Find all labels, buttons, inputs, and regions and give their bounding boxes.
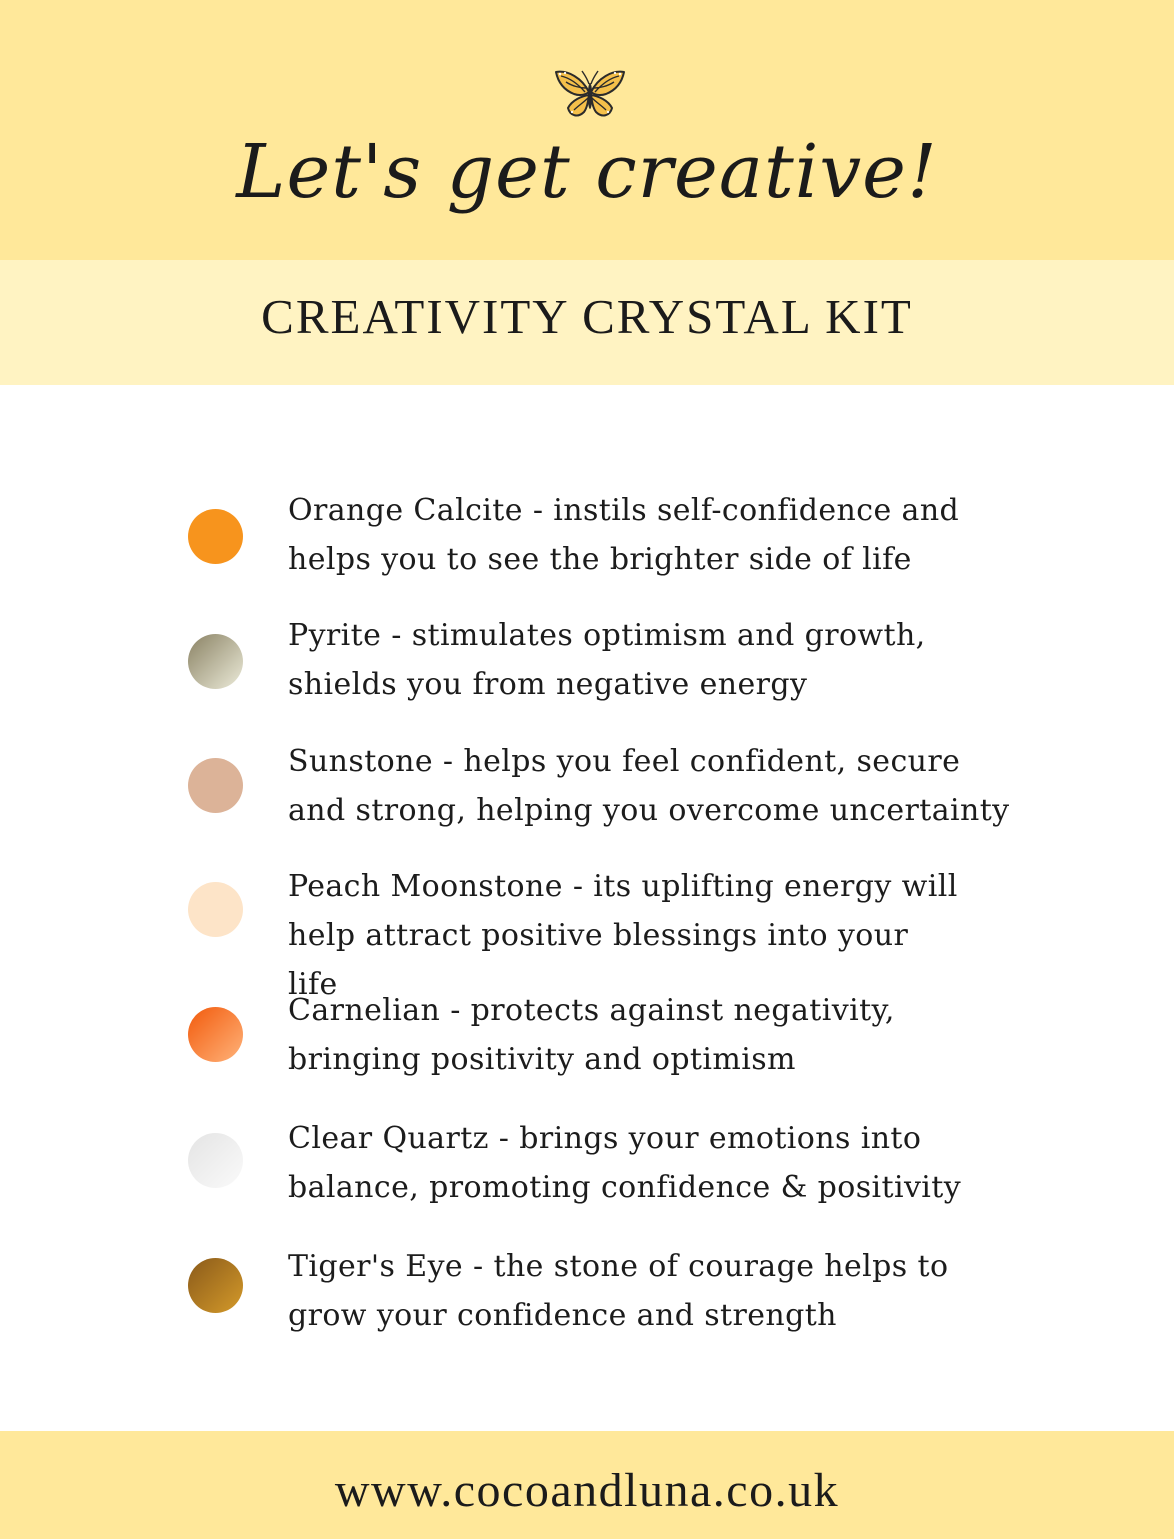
pyrite-swatch xyxy=(188,634,243,689)
clear-quartz-swatch xyxy=(188,1133,243,1188)
pyrite-description: Pyrite - stimulates optimism and growth, shields you from negative energy xyxy=(288,618,926,702)
carnelian-description: Carnelian - protects against negativity, bringing positivity and optimism xyxy=(288,993,895,1077)
peach-moonstone-description: Peach Moonstone - its uplifting energy will help attract positive blessings into your life xyxy=(288,869,958,1002)
orange-calcite-description: Orange Calcite - instils self-confidence and helps you to see the brighter side of life xyxy=(288,493,960,577)
orange-calcite-swatch xyxy=(188,509,243,564)
sunstone-swatch xyxy=(188,758,243,813)
tigers-eye-description: Tiger's Eye - the stone of courage helps to grow your confidence and strength xyxy=(288,1249,949,1333)
clear-quartz-description: Clear Quartz - brings your emotions into balance, promoting confidence & positivity xyxy=(288,1121,962,1205)
kit-title: CREATIVITY CRYSTAL KIT xyxy=(261,289,913,344)
sunstone-description: Sunstone - helps you feel confident, secure and strong, helping you overcome uncertainty xyxy=(288,744,1010,828)
carnelian-swatch xyxy=(188,1007,243,1062)
peach-moonstone-swatch xyxy=(188,882,243,937)
tigers-eye-swatch xyxy=(188,1258,243,1313)
website-link[interactable]: www.cocoandluna.co.uk xyxy=(334,1464,840,1517)
script-title: Let's get creative! xyxy=(236,129,938,215)
